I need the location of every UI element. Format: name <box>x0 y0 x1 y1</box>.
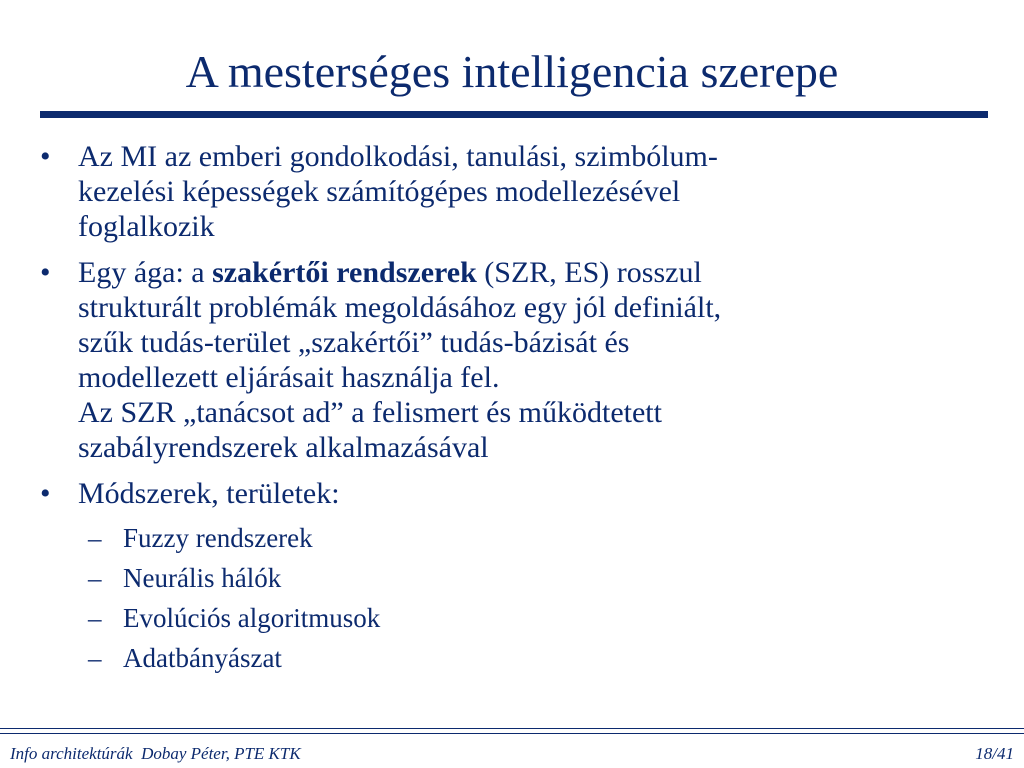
slide-title: A mesterséges intelligencia szerepe <box>185 46 839 97</box>
sub-item <box>40 518 1000 558</box>
bullet-dot-icon: • <box>40 477 51 510</box>
bullet-text-bold: szakértői rendszerek <box>212 256 477 289</box>
bullet-line: Módszerek, területek: <box>78 477 340 510</box>
bullet-item-3 <box>40 476 1000 511</box>
sub-item-label: Evolúciós algoritmusok <box>123 603 381 633</box>
bullet-item-1 <box>40 139 1000 244</box>
dash-icon: – <box>88 603 102 633</box>
dash-icon: – <box>88 643 102 673</box>
dash-icon: – <box>88 563 102 593</box>
sub-item-label: Neurális hálók <box>123 563 282 593</box>
bullet-line: kezelési képességek számítógépes modellezésével <box>78 175 681 208</box>
bullet-line: modellezett eljárásait használja fel. <box>78 361 500 394</box>
sub-item <box>40 638 1000 678</box>
bullet-line: Az MI az emberi gondolkodási, tanulási, szimbólum- <box>78 140 718 173</box>
sub-item-label: Fuzzy rendszerek <box>123 523 313 553</box>
bullet-line: szabályrendszerek alkalmazásával <box>78 431 489 464</box>
page-number: 18/41 <box>975 744 1014 763</box>
bullet-text-suffix: (SZR, ES) rosszul <box>476 256 702 289</box>
bullet-text-prefix: Egy ága: a <box>78 256 213 289</box>
bullet-dot-icon: • <box>40 140 51 173</box>
sub-item <box>40 558 1000 598</box>
bullet-dot-icon: • <box>40 256 51 289</box>
bullet-line: szűk tudás-terület „szakértői” tudás-bázisát és <box>78 326 630 359</box>
title-divider <box>40 111 988 118</box>
footer-divider-bottom <box>0 733 1024 734</box>
bullet-line: Az SZR „tanácsot ad” a felismert és működtetett <box>78 396 662 429</box>
dash-icon: – <box>88 523 102 553</box>
bullet-line: foglalkozik <box>78 210 215 243</box>
bullet-line: strukturált problémák megoldásához egy jól definiált, <box>78 291 722 324</box>
slide-content <box>40 139 1000 678</box>
footer-divider-top <box>0 728 1024 729</box>
footer-credit: Info architektúrák Dobay Péter, PTE KTK <box>10 744 301 763</box>
bullet-item-2 <box>40 255 1000 465</box>
sub-list <box>40 518 1000 678</box>
sub-item-label: Adatbányászat <box>123 643 282 673</box>
sub-item <box>40 598 1000 638</box>
bullet-first-line <box>78 255 1000 290</box>
